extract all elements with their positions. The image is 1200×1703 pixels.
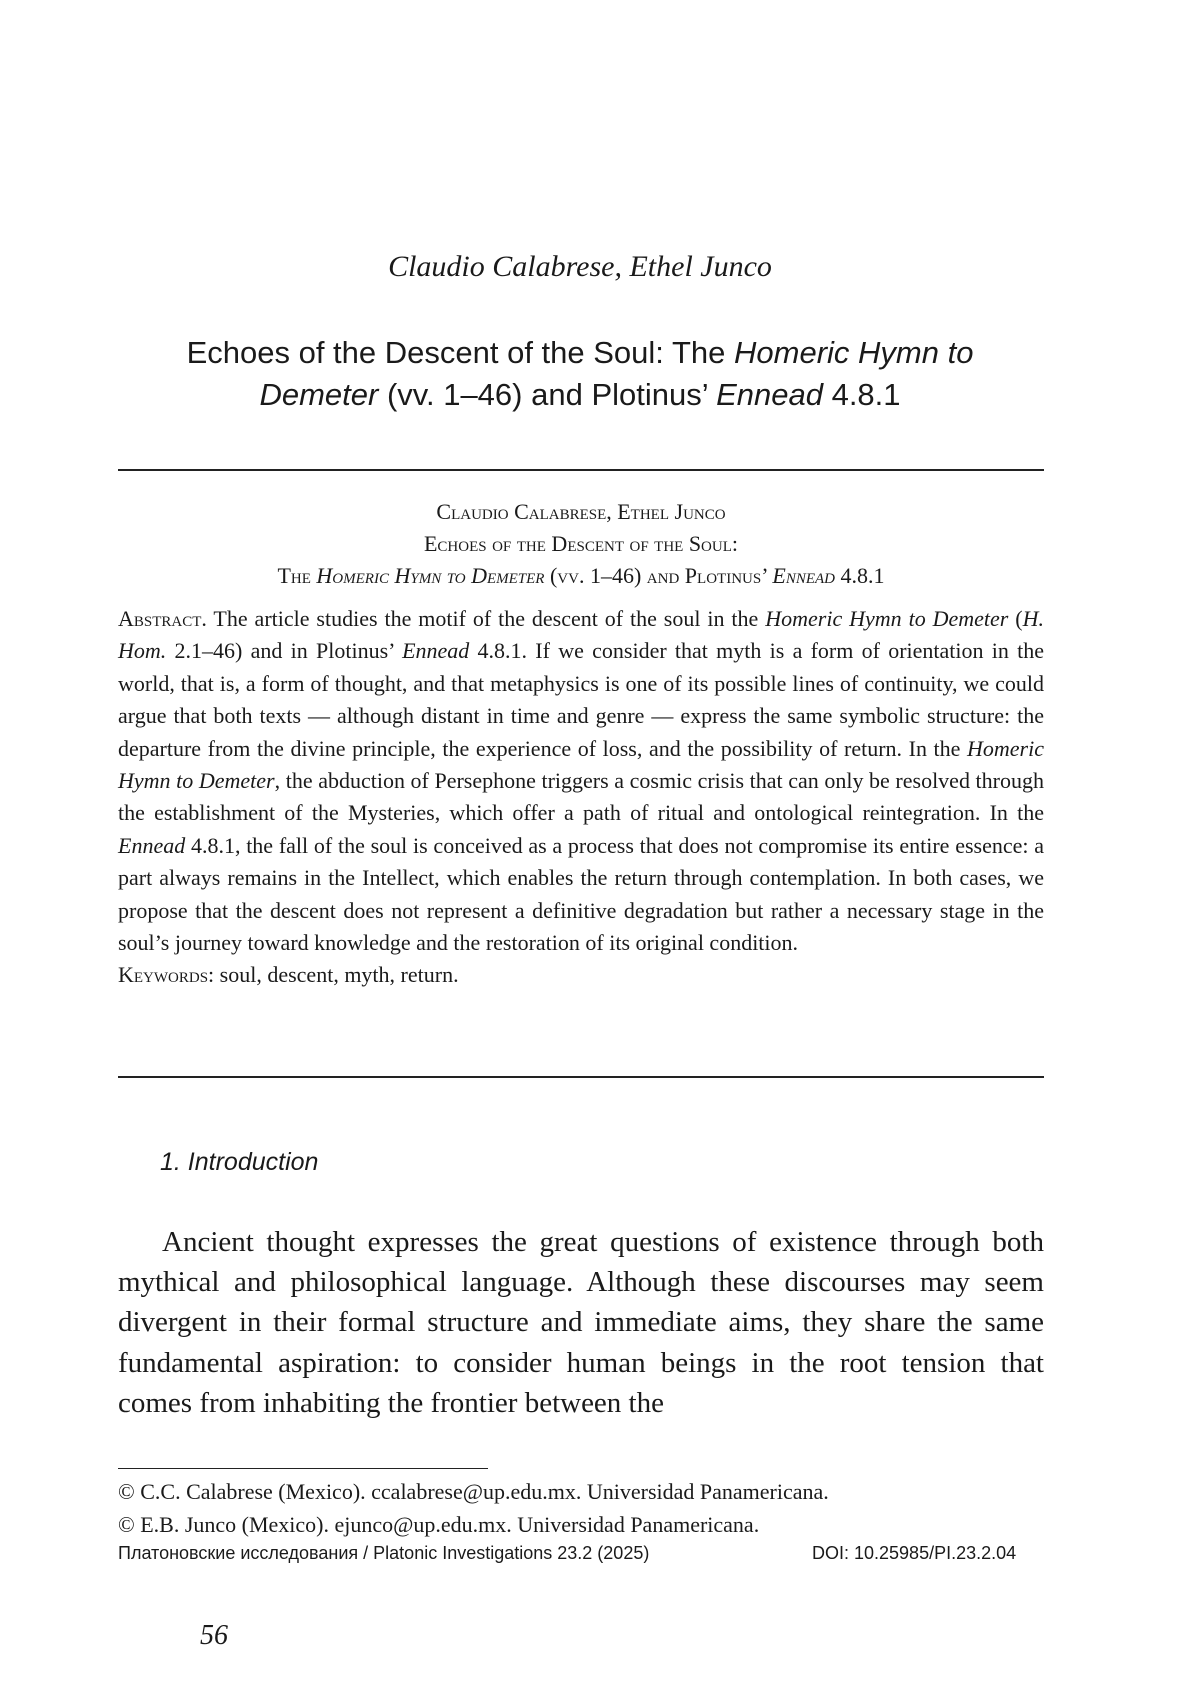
- page-number: 56: [200, 1620, 228, 1651]
- meta-text: The: [277, 563, 317, 588]
- abstract-text: The article studies the motif of the descent of the soul in the: [206, 606, 766, 631]
- footnote-1: © C.C. Calabrese (Mexico). ccalabrese@up.edu.mx. Universidad Panamericana.: [118, 1479, 829, 1504]
- abstract-label: Abstract.: [118, 606, 207, 631]
- title-text: Echoes of the Descent of the Soul: The: [186, 335, 734, 370]
- abstract-body: [118, 603, 1044, 959]
- keywords-label: Keywords:: [118, 962, 215, 988]
- title-text: (vv. 1–46) and Plotinus’: [378, 377, 717, 412]
- abstract: [118, 603, 1044, 992]
- abstract-text: 4.8.1, the fall of the soul is conceived as a process that does not compromise its entire essence: a part always remains in the Intellect, which enables the return through contemplation. In both cases, we propose that the descent does not represent a definitive degradation but rather a necessary stage in the soul’s journey toward knowledge and the restoration of its original condition.: [118, 832, 1044, 956]
- bottom-divider: [118, 1076, 1044, 1078]
- title-italic: Homeric Hymn to Demeter: [259, 335, 974, 412]
- body-paragraph: Ancient thought expresses the great questions of existence through both mythical and philosophical language. Although these discourses may seem divergent in their formal structure and immediate aims, they share the same fundamental aspiration: to consider human beings in the root tension that comes from inhabiting the frontier between the: [118, 1226, 1044, 1419]
- abstract-text: 4.8.1. If we consider that myth is a form of orientation in the world, that is, a form of thought, and that metaphysics is one of its possible lines of continuity, we could argue that both texts — although distant in time and genre — express the same symbolic structure: the departure from the divine principle, the experience of loss, and the possibility of return. In the: [118, 638, 1044, 761]
- keywords: [118, 959, 1044, 991]
- abstract-header: [118, 496, 1044, 592]
- abstract-italic: Ennead: [118, 832, 186, 858]
- journal-citation: Платоновские исследования / Platonic Investigations 23.2 (2025): [118, 1543, 650, 1563]
- footnote-divider: [118, 1468, 488, 1469]
- abstract-text: (: [1008, 606, 1023, 631]
- meta-authors: Claudio Calabrese, Ethel Junco: [436, 499, 726, 524]
- article-authors: Claudio Calabrese, Ethel Junco: [388, 250, 772, 283]
- meta-italic: Homeric Hymn to Demeter: [316, 563, 545, 588]
- meta-title-line2: [118, 560, 1044, 592]
- footnote-2: © E.B. Junco (Mexico). ejunco@up.edu.mx. Universidad Panamericana.: [118, 1512, 760, 1537]
- abstract-text: 2.1–46) and in Plotinus’: [166, 638, 403, 664]
- article-title: [160, 332, 1000, 416]
- meta-text: 4.8.1: [835, 563, 885, 588]
- doi: DOI: 10.25985/PI.23.2.04: [812, 1543, 1017, 1563]
- title-text: 4.8.1: [822, 377, 901, 412]
- abstract-italic: H. Hom.: [118, 606, 1045, 664]
- abstract-italic: Homeric Hymn to Demeter: [118, 735, 1044, 794]
- abstract-italic: Ennead: [402, 638, 470, 664]
- meta-title-line1: Echoes of the Descent of the Soul:: [423, 531, 738, 556]
- top-divider: [118, 469, 1044, 471]
- section-heading: 1. Introduction: [160, 1148, 319, 1176]
- keywords-text: soul, descent, myth, return.: [214, 962, 459, 988]
- title-italic: Ennead: [716, 377, 823, 412]
- abstract-italic: Homeric Hymn to Demeter: [765, 606, 1009, 631]
- meta-italic: Ennead: [772, 563, 835, 588]
- meta-text: (vv. 1–46) and Plotinus’: [544, 563, 773, 588]
- abstract-text: , the abduction of Persephone triggers a cosmic crisis that can only be resolved through the establishment of the Mysteries, which offer a path of ritual and ontological reintegration. In the: [118, 768, 1044, 826]
